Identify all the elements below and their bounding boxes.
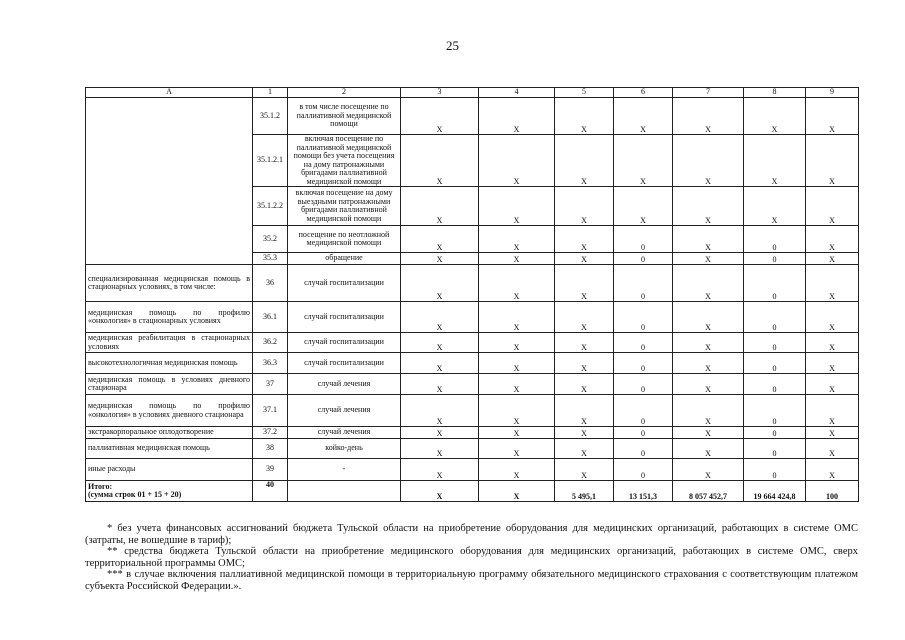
- row-number-cell: 36.3: [253, 353, 288, 374]
- value-cell: X: [673, 333, 744, 353]
- value-cell: X: [806, 439, 859, 459]
- value-cell: 0: [614, 265, 673, 302]
- table-row: [86, 374, 859, 395]
- value-cell: 0: [614, 395, 673, 427]
- value-cell: X: [479, 353, 555, 374]
- value-cell: X: [555, 459, 614, 481]
- value-cell: X: [806, 226, 859, 253]
- value-cell: X: [673, 353, 744, 374]
- row-name-cell: специализированная медицинская помощь в стационарных условиях, в том числе:: [86, 265, 253, 302]
- row-name-cell: медицинская реабилитация в стационарных условиях: [86, 333, 253, 353]
- value-cell: X: [806, 253, 859, 265]
- unit-cell: посещение по неотложной медицинской помощи: [288, 226, 401, 253]
- row-name-cell: высокотехнологичная медицинская помощь: [86, 353, 253, 374]
- unit-cell: обращение: [288, 253, 401, 265]
- row-name-cell-merged: [86, 98, 253, 265]
- value-cell: 0: [744, 459, 806, 481]
- value-cell: X: [479, 253, 555, 265]
- total-label-cell: [86, 481, 253, 502]
- value-cell: 0: [614, 302, 673, 333]
- value-cell: X: [479, 265, 555, 302]
- value-cell: X: [401, 98, 479, 135]
- total-value-cell: 13 151,3: [614, 481, 673, 502]
- value-cell: X: [614, 135, 673, 187]
- value-cell: X: [479, 226, 555, 253]
- row-number-cell: 38: [253, 439, 288, 459]
- value-cell: 0: [744, 353, 806, 374]
- value-cell: X: [479, 427, 555, 439]
- value-cell: X: [401, 333, 479, 353]
- value-cell: X: [555, 439, 614, 459]
- total-value-cell: 100: [806, 481, 859, 502]
- table-row: [86, 395, 859, 427]
- value-cell: X: [673, 135, 744, 187]
- value-cell: X: [673, 459, 744, 481]
- value-cell: X: [806, 459, 859, 481]
- value-cell: X: [401, 353, 479, 374]
- row-name-cell: экстракорпоральное оплодотворение: [86, 427, 253, 439]
- unit-cell: включая посещение по паллиативной медицинской помощи без учета посещения на дому патронажными бригадами паллиативной медицинской помощи: [288, 135, 401, 187]
- page-number: 25: [446, 38, 459, 53]
- row-number-cell: 35.2: [253, 226, 288, 253]
- value-cell: X: [673, 253, 744, 265]
- value-cell: X: [744, 135, 806, 187]
- total-value-cell: 19 664 424,8: [744, 481, 806, 502]
- table-row: [86, 333, 859, 353]
- header-cell-3: 3: [401, 88, 479, 98]
- footnotes: [85, 523, 858, 592]
- total-label: Итого:: [88, 481, 113, 491]
- value-cell: X: [614, 98, 673, 135]
- row-number-cell: 36.2: [253, 333, 288, 353]
- value-cell: 0: [744, 333, 806, 353]
- row-number-cell: 35.1.2.2: [253, 187, 288, 226]
- row-number-cell: 39: [253, 459, 288, 481]
- value-cell: X: [401, 265, 479, 302]
- header-cell-7: 7: [673, 88, 744, 98]
- value-cell: 0: [614, 226, 673, 253]
- row-number-cell: 37: [253, 374, 288, 395]
- value-cell: X: [806, 353, 859, 374]
- unit-cell: случай госпитализации: [288, 333, 401, 353]
- footnote-2: ** средства бюджета Тульской области на приобретение медицинского оборудования для медицинских организаций, работающих в системе ОМС, сверх территориальной программы ОМС;: [85, 546, 858, 569]
- value-cell: X: [806, 135, 859, 187]
- row-number-cell: 35.1.2.1: [253, 135, 288, 187]
- row-name-cell: медицинская помощь по профилю «онкология» в стационарных условиях: [86, 302, 253, 333]
- value-cell: X: [555, 395, 614, 427]
- value-cell: X: [401, 253, 479, 265]
- total-number-cell: 40: [253, 481, 288, 502]
- value-cell: X: [673, 439, 744, 459]
- header-cell-4: 4: [479, 88, 555, 98]
- total-row: [86, 481, 859, 502]
- value-cell: X: [479, 374, 555, 395]
- value-cell: X: [401, 226, 479, 253]
- total-value-cell: X: [479, 481, 555, 502]
- header-row: [86, 88, 859, 98]
- row-name-cell: паллиативная медицинская помощь: [86, 439, 253, 459]
- value-cell: X: [555, 333, 614, 353]
- value-cell: 0: [614, 439, 673, 459]
- value-cell: 0: [744, 427, 806, 439]
- value-cell: X: [673, 187, 744, 226]
- value-cell: X: [479, 98, 555, 135]
- header-cell-5: 5: [555, 88, 614, 98]
- value-cell: X: [555, 98, 614, 135]
- table-row: [86, 353, 859, 374]
- value-cell: X: [401, 439, 479, 459]
- value-cell: X: [401, 459, 479, 481]
- header-cell-9: 9: [806, 88, 859, 98]
- footnote-3: *** в случае включения паллиативной медицинской помощи в территориальную программу обязательного медицинского страхования с соответствующим платежом субъекта Российской Федерации.».: [85, 569, 858, 592]
- value-cell: 0: [614, 374, 673, 395]
- value-cell: 0: [744, 226, 806, 253]
- value-cell: X: [806, 374, 859, 395]
- value-cell: X: [401, 135, 479, 187]
- unit-cell: -: [288, 459, 401, 481]
- value-cell: 0: [744, 395, 806, 427]
- table-row: [86, 459, 859, 481]
- value-cell: X: [401, 187, 479, 226]
- value-cell: X: [555, 135, 614, 187]
- table-row: [86, 98, 859, 135]
- value-cell: X: [401, 302, 479, 333]
- value-cell: 0: [614, 253, 673, 265]
- row-name-cell: медицинская помощь в условиях дневного стационара: [86, 374, 253, 395]
- value-cell: X: [401, 427, 479, 439]
- header-cell-a: А: [86, 88, 253, 98]
- total-sum-formula: (сумма строк 01 + 15 + 20): [88, 490, 182, 499]
- table-row: [86, 265, 859, 302]
- value-cell: X: [479, 135, 555, 187]
- row-name-cell: медицинская помощь по профилю «онкология» в условиях дневного стационара: [86, 395, 253, 427]
- value-cell: X: [614, 187, 673, 226]
- value-cell: X: [555, 427, 614, 439]
- table-row: [86, 302, 859, 333]
- value-cell: X: [673, 374, 744, 395]
- value-cell: X: [806, 333, 859, 353]
- value-cell: X: [555, 302, 614, 333]
- unit-cell: койко-день: [288, 439, 401, 459]
- unit-cell: в том числе посещение по паллиативной медицинской помощи: [288, 98, 401, 135]
- value-cell: X: [479, 302, 555, 333]
- value-cell: X: [806, 302, 859, 333]
- value-cell: X: [555, 374, 614, 395]
- value-cell: X: [555, 253, 614, 265]
- value-cell: X: [555, 353, 614, 374]
- value-cell: X: [479, 395, 555, 427]
- value-cell: X: [673, 427, 744, 439]
- row-number-cell: 35.3: [253, 253, 288, 265]
- value-cell: X: [479, 333, 555, 353]
- unit-cell: случай лечения: [288, 395, 401, 427]
- value-cell: 0: [744, 302, 806, 333]
- row-number-cell: 35.1.2: [253, 98, 288, 135]
- table-row: [86, 439, 859, 459]
- data-table: [85, 87, 859, 502]
- total-unit-cell: [288, 481, 401, 502]
- header-cell-2: 2: [288, 88, 401, 98]
- value-cell: X: [555, 187, 614, 226]
- value-cell: X: [744, 98, 806, 135]
- value-cell: 0: [744, 265, 806, 302]
- header-cell-1: 1: [253, 88, 288, 98]
- value-cell: 0: [614, 353, 673, 374]
- value-cell: X: [744, 187, 806, 226]
- value-cell: X: [555, 226, 614, 253]
- unit-cell: случай лечения: [288, 427, 401, 439]
- table-row: [86, 427, 859, 439]
- value-cell: X: [479, 187, 555, 226]
- row-name-cell: иные расходы: [86, 459, 253, 481]
- row-number-cell: 37.1: [253, 395, 288, 427]
- value-cell: 0: [614, 333, 673, 353]
- value-cell: X: [401, 374, 479, 395]
- footnote-1: * без учета финансовых ассигнований бюджета Тульской области на приобретение оборудования для медицинских организаций, работающих в системе ОМС (затраты, не вошедшие в тариф);: [85, 523, 858, 546]
- row-number-cell: 36: [253, 265, 288, 302]
- value-cell: X: [555, 265, 614, 302]
- unit-cell: случай госпитализации: [288, 302, 401, 333]
- value-cell: X: [806, 427, 859, 439]
- unit-cell: включая посещение на дому выездными патронажными бригадами паллиативной медицинской помощи: [288, 187, 401, 226]
- value-cell: 0: [744, 439, 806, 459]
- total-value-cell: 8 057 452,7: [673, 481, 744, 502]
- value-cell: 0: [614, 459, 673, 481]
- unit-cell: случай госпитализации: [288, 353, 401, 374]
- value-cell: X: [806, 395, 859, 427]
- value-cell: X: [401, 395, 479, 427]
- total-value-cell: X: [401, 481, 479, 502]
- header-cell-6: 6: [614, 88, 673, 98]
- value-cell: X: [479, 439, 555, 459]
- value-cell: X: [673, 226, 744, 253]
- value-cell: 0: [744, 374, 806, 395]
- header-cell-8: 8: [744, 88, 806, 98]
- row-number-cell: 36.1: [253, 302, 288, 333]
- total-value-cell: 5 495,1: [555, 481, 614, 502]
- value-cell: X: [806, 98, 859, 135]
- value-cell: X: [806, 265, 859, 302]
- row-number-cell: 37.2: [253, 427, 288, 439]
- unit-cell: случай лечения: [288, 374, 401, 395]
- value-cell: X: [673, 395, 744, 427]
- value-cell: X: [806, 187, 859, 226]
- value-cell: X: [479, 459, 555, 481]
- value-cell: X: [673, 265, 744, 302]
- unit-cell: случай госпитализации: [288, 265, 401, 302]
- value-cell: 0: [744, 253, 806, 265]
- value-cell: X: [673, 302, 744, 333]
- value-cell: 0: [614, 427, 673, 439]
- value-cell: X: [673, 98, 744, 135]
